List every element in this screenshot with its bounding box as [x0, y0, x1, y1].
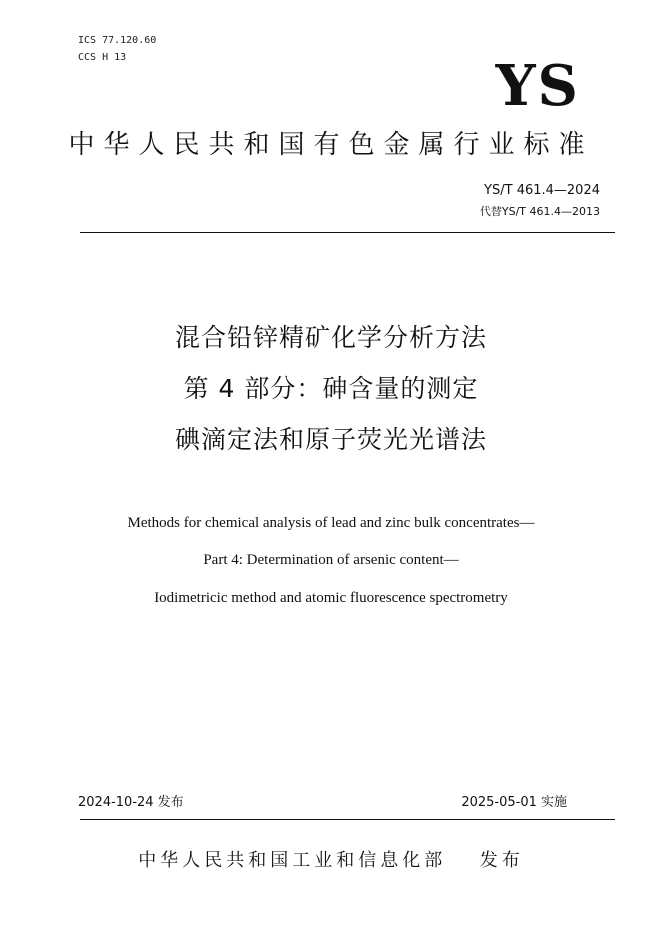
- classification-codes: [78, 32, 156, 66]
- publisher: [0, 848, 662, 874]
- implement-date: 2025-05-01 实施: [461, 795, 567, 810]
- publisher-action: 发布: [479, 850, 524, 871]
- ccs-code: CCS H 13: [78, 52, 127, 63]
- standard-category-title: 中华人民共和国有色金属行业标准: [68, 130, 594, 160]
- title-cn-line1: 混合铅锌精矿化学分析方法: [174, 323, 487, 352]
- replaces-standard: 代替YS/T 461.4—2013: [479, 205, 600, 218]
- header-divider: [80, 232, 615, 233]
- ys-logo: YS: [495, 53, 580, 119]
- title-en-line3: Iodimetricic method and atomic fluorescence spectrometry: [154, 590, 508, 606]
- standard-number: YS/T 461.4—2024: [484, 183, 600, 198]
- footer-divider: [80, 819, 615, 820]
- issue-date: 2024-10-24 发布: [78, 795, 184, 810]
- title-cn-line3: 碘滴定法和原子荧光光谱法: [174, 425, 487, 454]
- title-cn-line2: 第 4 部分：砷含量的测定: [183, 374, 479, 403]
- publisher-name: 中华人民共和国工业和信息化部: [138, 850, 447, 871]
- ics-code: ICS 77.120.60: [78, 35, 157, 46]
- title-en-line2: Part 4: Determination of arsenic content—: [203, 552, 459, 568]
- title-en-line1: Methods for chemical analysis of lead and zinc bulk concentrates—: [127, 515, 535, 531]
